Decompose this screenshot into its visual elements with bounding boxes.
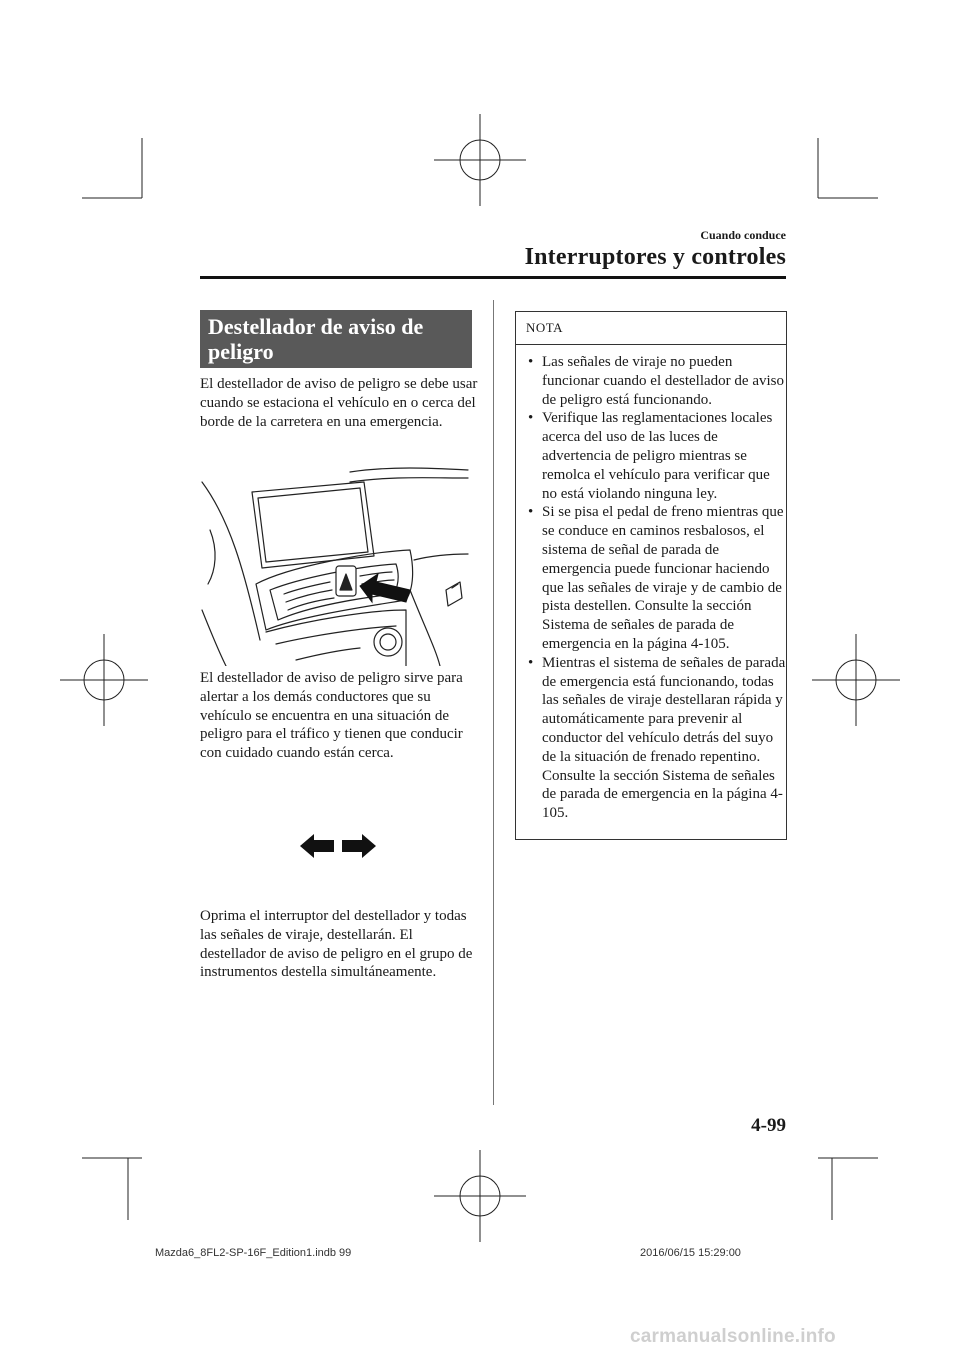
column-divider — [493, 300, 494, 1105]
header-title: Interruptores y controles — [524, 244, 786, 270]
header-rule — [200, 276, 786, 279]
footer-file: Mazda6_8FL2-SP-16F_Edition1.indb 99 — [155, 1247, 352, 1259]
watermark: carmanualsonline.info — [630, 1326, 836, 1347]
header-subtitle: Cuando conduce — [700, 228, 786, 242]
note-box — [515, 311, 787, 840]
hazard-switch-illustration — [200, 460, 470, 666]
section-title: Destellador de aviso de peligro — [200, 310, 472, 368]
paragraph-intro: El destellador de aviso de peligro se debe usar cuando se estaciona el vehículo en o cerca del borde de la carretera en una emergencia. — [200, 376, 478, 430]
note-item: • Mientras el sistema de señales de parada de emergencia está funcionando, todas las señales de viraje destellaran rápida y automáticamente para prevenir al conductor del vehículo detrás del suyo de la situación de frenado repentino. Consulte la sección Sistema de señales de parada de emergencia en la página 4-105. — [528, 654, 786, 822]
note-list — [524, 353, 786, 823]
note-item: • Las señales de viraje no pueden funcionar cuando el destellador de aviso de peligro está funcionando. — [528, 354, 784, 408]
note-header: NOTA — [516, 312, 786, 345]
paragraph-purpose: El destellador de aviso de peligro sirve para alertar a los demás conductores que su vehículo se encuentra en una situación de peligro para el tráfico y tienen que conducir con cuidado cuando están cerca. — [200, 670, 463, 762]
page-number: 4-99 — [751, 1115, 786, 1136]
note-item: • Si se pisa el pedal de freno mientras que se conduce en caminos resbalosos, el sistema de señal de parada de emergencia puede funcionar haciendo que las señales de viraje y de cambio de pista destellen. Consulte la sección Sistema de señales de parada de emergencia en la página 4-105. — [528, 504, 784, 652]
footer-timestamp: 2016/06/15 15:29:00 — [640, 1247, 741, 1259]
paragraph-operation: Oprima el interruptor del destellador y todas las señales de viraje, destellarán. El destellador de aviso de peligro en el grupo de instrumentos destella simultáneamente. — [200, 908, 473, 981]
turn-signal-arrows-icon — [298, 832, 378, 860]
note-item: • Verifique las reglamentaciones locales acerca del uso de las luces de advertencia de peligro mientras se remolca el vehículo para verificar que no está violando ninguna ley. — [528, 410, 773, 502]
